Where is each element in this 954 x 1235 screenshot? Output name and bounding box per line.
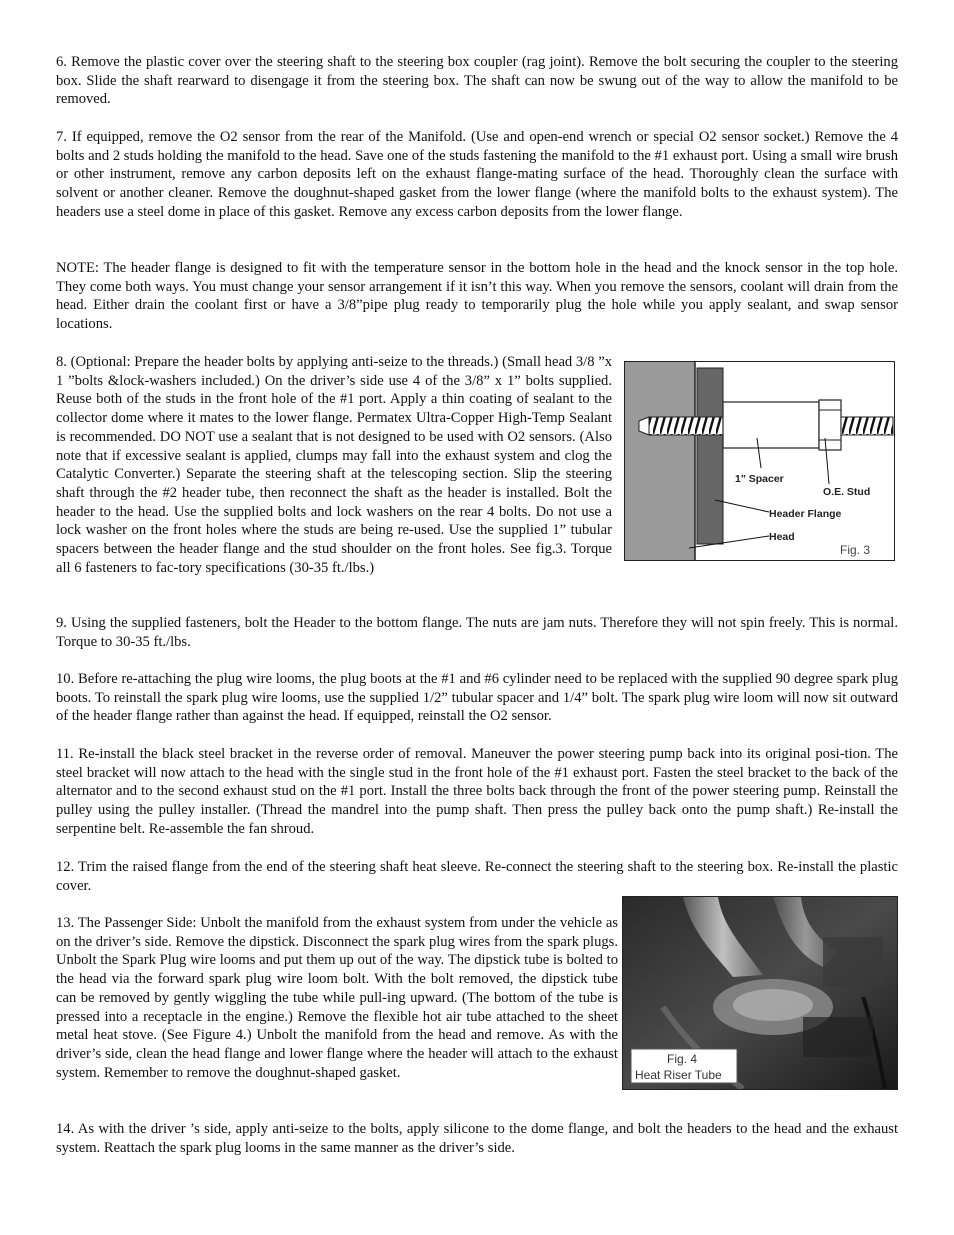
paragraph-step-6: 6. Remove the plastic cover over the steering shaft to the steering box coupler (rag joint). Remove the bolt securing the coupler to the steering box. Slide the shaft rearward to disengage it from the steering box. The shaft can now be swung out of the way to allow the manifold to be removed. bbox=[56, 54, 898, 108]
figure-3-caption: Fig. 3 bbox=[840, 543, 871, 557]
paragraph-step-8: 8. (Optional: Prepare the header bolts by applying anti-seize to the threads.) (Small head 3/8 ”x 1 ”bolts &lock-washers included.) On the driver’s side use 4 of the 3/8” x 1” bolts supplied. Reuse both of the studs in the front hole of the #1 port. Apply a thin coating of sealant to the collector dome where it mates to the lower flange. Permatex Ultra-Copper High-Temp Sealant is recommended. DO NOT use a sealant that is not designed to be used with O2 sensors. (Also note that if excessive sealant is applied, clumps may fall into the exhaust system and clog the Catalytic Converter.) Separate the steering shaft at the telescoping section. Slip the steering shaft through the #2 header tube, then reconnect the shaft as the header is installed. Bolt the header to the head. Use the supplied bolts and lock washers on the rear 4 bolts. Do not use a lock washer on the front holes where the studs are being re-used. Use the supplied 1” tubular spacers between the header flange and the stud shoulder on the front holes. See fig.3. Torque all 6 fasteners to fac-tory specifications (30-35 ft./lbs.) bbox=[56, 354, 612, 576]
label-oe-stud: O.E. Stud bbox=[823, 486, 871, 498]
header-flange-plate bbox=[697, 368, 723, 544]
head-block bbox=[625, 362, 695, 560]
paragraph-step-14: 14. As with the driver ’s side, apply anti-seize to the bolts, apply silicone to the dome flange, and bolt the headers to the head and the exhaust system. Reattach the spark plug looms in the same manner as the driver’s side. bbox=[56, 1121, 898, 1156]
figure-4-photo bbox=[622, 896, 898, 1090]
label-head: Head bbox=[769, 531, 795, 543]
stud-thread-left bbox=[649, 417, 723, 435]
figure-4-caption-line2: Heat Riser Tube bbox=[635, 1068, 722, 1082]
stud-shoulder-nut bbox=[819, 400, 841, 450]
paragraph-step-9: 9. Using the supplied fasteners, bolt the Header to the bottom flange. The nuts are jam nuts. Therefore they will not spin freely. This is normal. Torque to 30-35 ft./lbs. bbox=[56, 615, 898, 650]
spacer-sleeve bbox=[723, 402, 819, 448]
figure-4-caption-line1: Fig. 4 bbox=[667, 1052, 698, 1066]
paragraph-note: NOTE: The header flange is designed to fit with the temperature sensor in the bottom hole in the head and the knock sensor in the top hole. They come both ways. You must change your sensor arrangement if it isn’t this way. When you remove the sensors, coolant will drain from the head. Either drain the coolant first or have a 3/8”pipe plug ready to temporarily plug the hole while you apply sealant, and swap sensor locations. bbox=[56, 260, 898, 333]
paragraph-step-11: 11. Re-install the black steel bracket in the reverse order of removal. Maneuver the power steering pump back into its original posi-tion. The steel bracket will now attach to the head with the single stud in the front hole of the #1 exhaust port. Fasten the steel bracket to the back of the alternator and to the second exhaust stud on the #1 port. Install the three bolts back through the front of the power steering pump. Reinstall the pulley using the pulley installer. (Thread the mandrel into the pump shaft. Then press the pulley back onto the pump shaft.) Re-install the serpentine belt. Re-assemble the fan shroud. bbox=[56, 746, 898, 837]
paragraph-step-12: 12. Trim the raised flange from the end of the steering shaft heat sleeve. Re-connect the steering shaft to the steering box. Re-install the plastic cover. bbox=[56, 859, 898, 894]
label-spacer: 1" Spacer bbox=[735, 473, 784, 485]
stud-thread-right bbox=[841, 417, 893, 435]
paragraph-step-7: 7. If equipped, remove the O2 sensor from the rear of the Manifold. (Use and open-end wrench or special O2 sensor socket.) Remove the 4 bolts and 2 studs holding the manifold to the head. Save one of the studs fastening the manifold to the #1 exhaust port. Using a small wire brush or other instrument, remove any carbon deposits left on the exhaust flange-mating surface of the head. Thoroughly clean the surface with solvent or another cleaner. Remove the doughnut-shaped gasket from the lower flange (where the manifold bolts to the exhaust system). The headers use a steel dome in place of this gasket. Remove any excess carbon deposits from the lower flange. bbox=[56, 129, 898, 220]
figure-3-stud-diagram bbox=[624, 361, 895, 561]
paragraph-step-13: 13. The Passenger Side: Unbolt the manifold from the exhaust system from under the vehicle as on the driver’s side. Remove the dipstick. Disconnect the spark plug wires from the spark plugs. Unbolt the Spark Plug wire looms and put them up out of the way. The dipstick tube is bolted to the head via the forward spark plug wire loom bolt. With the bolt removed, the dipstick tube can be removed by gently wiggling the tube while pull-ing upward. (The bottom of the tube is pressed into a receptacle in the engine.) Remove the flexible hot air tube attached to the sheet metal heat stove. (See Figure 4.) Unbolt the manifold from the head and remove. As with the driver’s side, clean the head flange and lower flange where the header will attach to the exhaust system. Remember to remove the doughnut-shaped gasket. bbox=[56, 915, 618, 1081]
paragraph-step-10: 10. Before re-attaching the plug wire looms, the plug boots at the #1 and #6 cylinder need to be replaced with the supplied 90 degree spark plug boots. To reinstall the spark plug wire looms, use the supplied 1/2” tubular spacer and 1/4” bolt. The spark plug wire loom will now sit outward of the header flange rather than against the head. If equipped, reinstall the O2 sensor. bbox=[56, 671, 898, 725]
label-header-flange: Header Flange bbox=[769, 508, 842, 520]
